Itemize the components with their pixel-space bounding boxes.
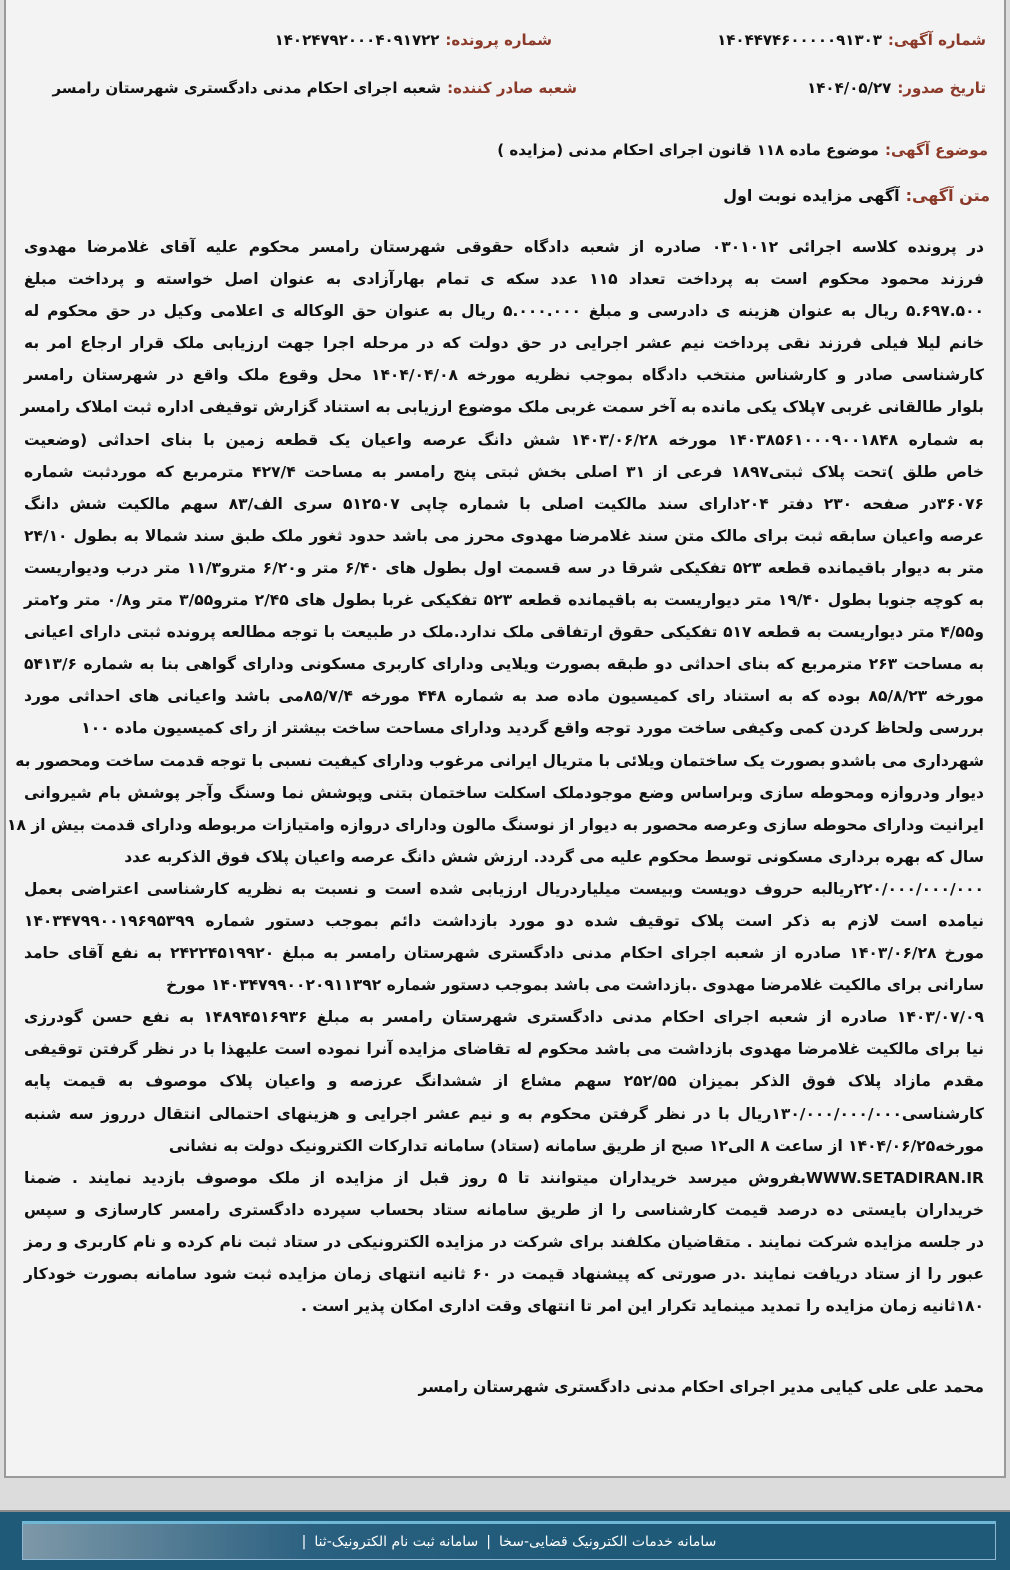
body-line: مورخه۱۴۰۴/۰۶/۲۵ از ساعت ۸ الی۱۲ صبح از طریق سامانه (ستاد) سامانه تدارکات الکترونیک دولت به نشانی: [168, 1136, 984, 1155]
sana-link[interactable]: سامانه ثبت نام الکترونیک-ثنا: [314, 1533, 479, 1550]
body-line: کارشناسی صادر و کارشناس منتخب دادگاه بموجب نظریه مورخه ۱۴۰۴/۰۴/۰۸ محل وقوع ملک واقع در شهرستان رامسر: [24, 366, 984, 385]
case-number-label: شماره پرونده:: [445, 31, 552, 49]
sakha-link[interactable]: سامانه خدمات الکترونیک قضایی-سخا: [498, 1533, 717, 1550]
issue-date-label: تاریخ صدور:: [897, 79, 986, 97]
notice-subject: [497, 141, 988, 159]
body-line: خاص طلق )تحت پلاک ثبتی۱۸۹۷ فرعی از ۳۱ اصلی بخش ثبتی پنج رامسر به مساحت ۴۲۷/۴ مترمربع که موردثبت شماره: [24, 462, 984, 481]
body-line: به مساحت ۲۶۳ مترمربع که بنای احداثی دو طبقه بصورت ویلایی ودارای کاربری مسکونی ودارای گواهی بنا به شماره ۵۴۱۳/۶: [24, 655, 985, 674]
body-line: خریداران بایستی ده درصد قیمت کارشناسی را از طریق سامانه ستاد بحساب سپرده دادگستری رامسر کارسازی و سپس: [24, 1200, 984, 1219]
separator-strip: [0, 1478, 1010, 1513]
body-line: ۳۶۰۷۶در صفحه ۲۳۰ دفتر ۲۰۴دارای سند مالکیت اصلی با شماره چاپی ۵۱۲۵۰۷ سری الف/۸۳ سهم مالکیت شش دانگ: [24, 494, 985, 513]
body-line: ۱۴۰۳/۰۷/۰۹ صادره از شعبه اجرای احکام مدنی دادگستری شهرستان رامسر به مبلغ ۱۴۸۹۴۵۱۶۹۳۶ به نفع حسن گودرزی: [24, 1008, 985, 1027]
body-line: مقدم مازاد پلاک فوق الذکر بمیزان ۲۵۲/۵۵ سهم مشاع از ششدانگ عرزصه و واعیان پلاک موصوف به قیمت پایه: [24, 1072, 985, 1091]
issuing-branch-value: شعبه اجرای احکام مدنی دادگستری شهرستان رامسر: [52, 79, 442, 97]
body-line: به کوچه جنوبا بطول ۱۹/۴۰ متر دیواریست به باقیمانده قطعه ۵۲۳ تفکیکی غربا بطول های ۲/۴۵ مترو۳/۵۵ متر و۰/۸ متر و۲متر: [24, 591, 984, 610]
body-line: بلوار طالقانی غربی ۷پلاک یکی مانده به آخر سمت غربی ملک موضوع ارزیابی به استناد گزارش توقیفی اداره ثبت املاک رامسر: [20, 398, 984, 417]
body-line: ۲۲۰/۰۰۰/۰۰۰/۰۰۰ریالبه حروف دویست وبیست میلیاردریال ارزیابی شده است و نسبت به نظریه کارشناسی اعتراضی بعمل: [24, 879, 984, 898]
body-line: ۵.۶۹۷.۵۰۰ ریال به عنوان هزینه ی دادرسی و مبلغ ۵.۰۰۰.۰۰۰ ریال به عنوان حق الوکاله ی اعلامی وکیل در حق محکوم له: [24, 302, 984, 321]
footer-separator: |: [301, 1533, 307, 1550]
notice-number-value: ۱۴۰۴۴۷۴۶۰۰۰۰۰۹۱۳۰۳: [717, 31, 882, 49]
notice-number-label: شماره آگهی:: [887, 31, 986, 49]
issuing-branch-label: شعبه صادر کننده:: [447, 79, 577, 97]
body-line: بررسی ولحاظ کردن کمی وکیفی ساخت مورد توجه واقع گردید ودارای مساحت ساخت بیشتر از رای کمیسیون ماده ۱۰۰: [81, 719, 984, 738]
body-line: نیا برای مالکیت غلامرضا مهدوی بازداشت می باشد محکوم له تقاضای مزایده آنرا نموده است علیهذا با در نظر گرفتن توقیفی: [24, 1040, 984, 1059]
body-line: نیامده است لازم به ذکر است پلاک توقیف شده دو مورد بازداشت دائم بموجب دستور شماره ۱۴۰۳۴۷۹۹۰۰۱۹۶۹۵۳۹۹: [24, 911, 984, 930]
body-line: شهرداری می باشدو بصورت یک ساختمان ویلائی با متریال ایرانی مرغوب ودارای کیفیت نسبی با توجه قدمت ساخت ومحصور به: [15, 751, 984, 770]
notice-text-label: متن آگهی:: [905, 186, 990, 205]
body-line: در پرونده کلاسه اجرائی ۰۳۰۱۰۱۲ صادره از شعبه دادگاه حقوقی شهرستان رامسر محکوم علیه آقای غلامرضا مهدوی: [24, 238, 985, 256]
footer: [0, 1512, 1010, 1570]
body-line: ۱۸۰ثانیه زمان مزایده را تمدید مینماید تکرار این امر تا انتهای وقت اداری امکان پذیر است .: [300, 1297, 984, 1316]
case-number-value: ۱۴۰۲۴۷۹۲۰۰۰۴۰۹۱۷۲۲: [274, 31, 440, 49]
body-line: مورخ ۱۴۰۳/۰۶/۲۸ صادره از شعبه اجرای احکام مدنی دادگستری شهرستان رامسر به مبلغ ۲۴۲۲۴۵۱۹۹۲۰ به نفع آقای حامد: [24, 944, 984, 963]
body-line: در جلسه مزایده شرکت نمایند . متقاضیان مکلفند برای شرکت در مزایده الکترونیکی در ستاد ثبت نام کرده و نام کاربری و رمز: [24, 1232, 984, 1251]
body-line: دیوار ودروازه ومحوطه سازی وبراساس وضع موجودملک اسکلت ساختمان بتنی وپوشش نما وسنگ وآجر پوشش بام شیروانی: [24, 783, 984, 802]
notice-number: [717, 31, 986, 49]
body-line: فرزند محمود محکوم است به پرداخت تعداد ۱۱۵ عدد سکه ی تمام بهارآزادی به عنوان اصل خواسته و پرداخت مبلغ: [24, 270, 985, 289]
notice-subject-label: موضوع آگهی:: [884, 141, 988, 159]
body-line: عرصه واعیان سابقه ثبت برای مالک متن سند غلامرضا مهدوی محرز می باشد حدود ثغور ملک طبق سند شمالا به بطول ۲۴/۱۰: [24, 526, 984, 545]
issue-date-value: ۱۴۰۴/۰۵/۲۷: [807, 79, 892, 97]
body-line: خانم لیلا فیلی فرزند نقی پرداخت نیم عشر اجرایی در حق دولت که در مرحله اجرا جهت ارزیابی ملک قرار ارجاع امر به: [24, 334, 984, 353]
signature: محمد علی علی کیایی مدیر اجرای احکام مدنی دادگستری شهرستان رامسر: [418, 1378, 984, 1396]
notice-body: [7, 231, 985, 1322]
notice-subject-value: موضوع ماده ۱۱۸ قانون اجرای احکام مدنی (مزایده ): [497, 141, 879, 159]
body-line: سارانی برای مالکیت غلامرضا مهدوی .بازداشت می باشد بموجب دستور شماره ۱۴۰۳۴۷۹۹۰۰۲۰۹۱۱۳۹۲ مورخ: [166, 976, 984, 995]
case-number: [275, 31, 552, 49]
body-line: مورخه ۸۵/۸/۲۳ بوده که به استناد رای کمیسیون ماده صد به شماره ۴۴۸ مورخه ۸۵/۷/۴می باشد واعیانی های احداثی مورد: [24, 687, 984, 706]
footer-links-bar: [22, 1521, 996, 1560]
body-line: کارشناسی۱۳۰/۰۰۰/۰۰۰/۰۰۰ریال با در نظر گرفتن محکوم به و نیم عشر اجرایی و هزینهای احتمالی انتقال درروز سه شنبه: [24, 1104, 984, 1123]
body-line: سال که بهره برداری مسکونی توسط محکوم علیه می گردد. ارزش شش دانگ عرصه واعیان پلاک فوق الذکربه عدد: [124, 847, 984, 866]
body-line: عبور را از ستاد دریافت نمایند .در صورتی که پیشنهاد قیمت در ۶۰ ثانیه انتهای زمان مزایده ثبت شود سامانه بصورت خودکار: [24, 1265, 984, 1283]
body-line: به شماره ۱۴۰۳۸۵۶۱۰۰۰۹۰۰۱۸۴۸ مورخه ۱۴۰۳/۰۶/۲۸ شش دانگ عرصه واعیان یک قطعه زمین با بنای احداثی (وضعیت: [24, 430, 984, 449]
body-line: متر به دیوار باقیمانده قطعه ۵۲۳ تفکیکی شرقا در سه قسمت اول بطول های ۶/۴۰ متر و۶/۲۰ مترو۱۱/۳ متر درب ودیواریست: [24, 558, 984, 577]
body-line: ایرانیت ودارای محوطه سازی وعرصه محصور به دیوار از نوسنگ مالون ودارای دروازه وامتیازات مربوطه ودارای قدمت بیش از ۱۸: [7, 815, 984, 834]
issuing-branch: [52, 79, 577, 97]
issue-date: [807, 79, 986, 97]
body-line: WWW.SETADIRAN.IRبفروش میرسد خریداران میتوانند تا ۵ روز قبل از مزایده از ملک موصوف بازدید نمایند . ضمنا: [24, 1168, 984, 1187]
notice-text-title-value: آگهی مزایده نوبت اول: [723, 186, 900, 205]
notice-panel: [4, 0, 1006, 1478]
body-line: و۴/۵۵ متر دیواریست به قطعه ۵۱۷ تفکیکی حقوق ارتفاقی ملک ندارد.ملک در طبیعت با توجه مطالعه پرونده ثبتی دارای اعیانی: [24, 623, 984, 642]
footer-separator: |: [486, 1533, 491, 1550]
notice-text-title: [723, 186, 990, 205]
